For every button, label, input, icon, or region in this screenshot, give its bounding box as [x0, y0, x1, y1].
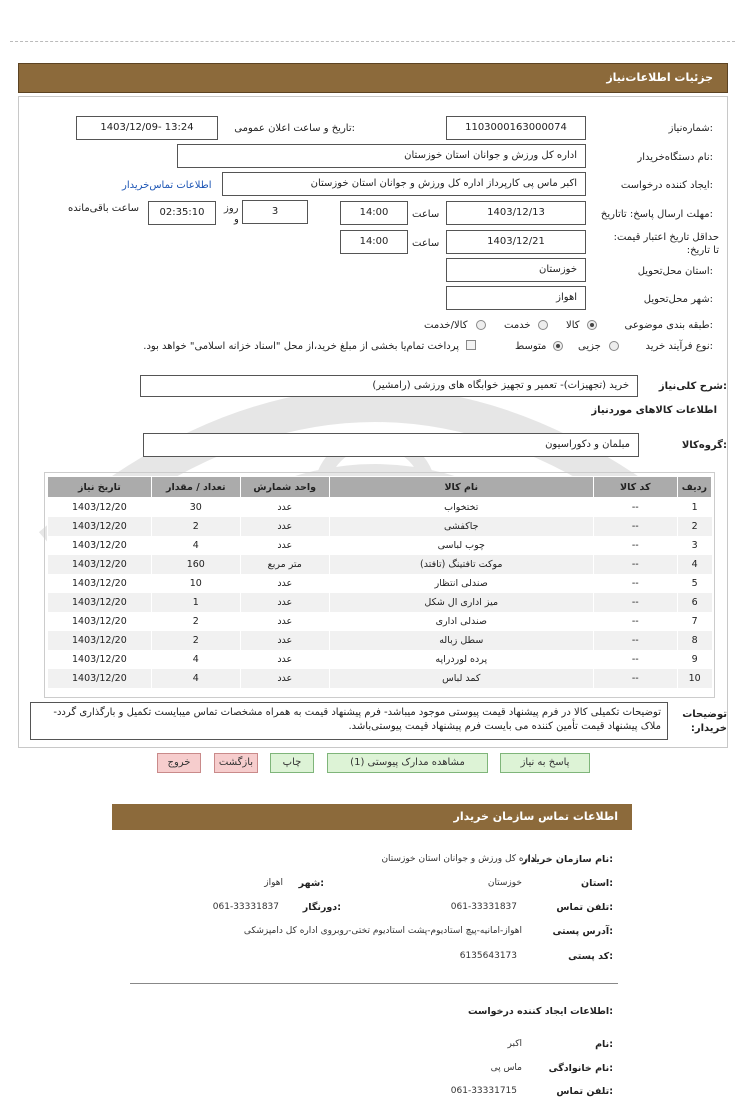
need-date-cell: 1403/12/20	[48, 517, 152, 536]
buyer-org-field: اداره کل ورزش و جوانان استان خوزستان	[177, 144, 586, 168]
item-code-cell: --	[593, 612, 677, 631]
row-number-cell: 8	[677, 631, 711, 650]
need-date-cell: 1403/12/20	[48, 650, 152, 669]
goods-group-label: گروه‌کالا:	[681, 440, 727, 451]
item-name-cell: میز اداری ال شکل	[329, 593, 593, 612]
remaining-days-field: 3	[242, 200, 308, 224]
col-name-header: نام کالا	[329, 477, 593, 498]
deadline-time-field: 14:00	[340, 201, 408, 225]
item-name-cell: سطل زباله	[329, 631, 593, 650]
row-number-cell: 5	[677, 574, 711, 593]
item-code-cell: --	[593, 517, 677, 536]
table-row	[48, 517, 712, 536]
page-title: جزئیات اطلاعات‌نیاز	[606, 71, 713, 84]
quantity-cell: 30	[151, 498, 240, 518]
need-number-field: 1103000163000074	[446, 116, 586, 140]
print-button[interactable]: چاپ	[270, 753, 314, 773]
unit-cell: عدد	[240, 650, 329, 669]
need-number-label: شماره‌نیاز:	[668, 123, 713, 134]
unit-cell: عدد	[240, 574, 329, 593]
unit-cell: عدد	[240, 669, 329, 688]
contact-address-value: اهواز-امانیه-پیچ استادیوم-پشت استادیوم تختی-روبروی اداره کل دامپزشکی	[243, 926, 522, 936]
process-minor-radio[interactable]	[609, 341, 619, 351]
city-label: شهر محل‌تحویل:	[643, 294, 713, 305]
contact-address-label: آدرس پستی:	[552, 926, 613, 937]
creator-name-label: نام:	[595, 1039, 613, 1050]
contact-province-label: استان:	[581, 878, 613, 889]
unit-cell: عدد	[240, 631, 329, 650]
item-code-cell: --	[593, 574, 677, 593]
reply-button[interactable]: پاسخ به نیاز	[500, 753, 590, 773]
category-goods-radio[interactable]	[587, 320, 597, 330]
contact-org-value: اداره کل ورزش و جوانان استان خوزستان	[381, 854, 537, 864]
need-date-cell: 1403/12/20	[48, 536, 152, 555]
category-both-radio[interactable]	[476, 320, 486, 330]
buyer-notes-field: توضیحات تکمیلی کالا در فرم پیشنهاد قیمت پیوستی موجود میباشد- فرم پیشنهاد قیمت به همراه مشخصات تماس میبایست تکمیل و بارگذاری گردد- ملاک پیشنهاد قیمت تأمین کننده می بایست فرم پیشنهاد قیمت پیوستی‌باشد.	[30, 702, 668, 740]
table-row	[48, 650, 712, 669]
table-row	[48, 631, 712, 650]
items-table	[47, 476, 712, 688]
row-number-cell: 7	[677, 612, 711, 631]
table-row	[48, 574, 712, 593]
need-date-cell: 1403/12/20	[48, 498, 152, 518]
quantity-cell: 10	[151, 574, 240, 593]
item-name-cell: پرده لوردراپه	[329, 650, 593, 669]
item-name-cell: چوب لباسی	[329, 536, 593, 555]
process-minor-label: جزیی	[578, 341, 601, 352]
item-name-cell: تختخواب	[329, 498, 593, 518]
process-medium-label: متوسط	[515, 341, 547, 352]
need-date-cell: 1403/12/20	[48, 669, 152, 688]
summary-label: شرح کلی‌نیاز:	[658, 381, 727, 392]
deadline-date-field: 1403/12/13	[446, 201, 586, 225]
category-both-label: کالا/خدمت	[424, 320, 468, 331]
quantity-cell: 160	[151, 555, 240, 574]
row-number-cell: 1	[677, 498, 711, 518]
goods-info-title: اطلاعات کالاهای موردنیاز	[591, 405, 717, 416]
creator-family-label: نام خانوادگی:	[548, 1063, 613, 1074]
item-code-cell: --	[593, 536, 677, 555]
category-goods-label: کالا	[566, 320, 580, 331]
and-label: و	[234, 214, 239, 225]
item-name-cell: موکت تافتینگ (تافتد)	[329, 555, 593, 574]
unit-cell: عدد	[240, 498, 329, 518]
table-row	[48, 593, 712, 612]
contact-city-value: اهواز	[264, 878, 283, 888]
contact-phone-value: 061-33331837	[450, 902, 517, 912]
item-code-cell: --	[593, 498, 677, 518]
page-header	[18, 63, 728, 93]
deadline-label: مهلت ارسال پاسخ: تاتاریخ:	[600, 209, 713, 220]
row-number-cell: 2	[677, 517, 711, 536]
province-label: استان محل‌تحویل:	[637, 266, 713, 277]
creator-phone-value: 061-33331715	[450, 1086, 517, 1096]
deadline-time-label: ساعت	[412, 209, 440, 220]
validity-label: حداقل تاریخ اعتبار قیمت: تا تاریخ:	[613, 232, 719, 256]
contact-title: اطلاعات تماس سازمان خریدار	[453, 810, 618, 823]
item-code-cell: --	[593, 631, 677, 650]
view-attachments-button[interactable]: مشاهده مدارک پیوستی (1)	[327, 753, 488, 773]
row-number-cell: 9	[677, 650, 711, 669]
row-number-cell: 6	[677, 593, 711, 612]
validity-time-label: ساعت	[412, 238, 440, 249]
quantity-cell: 2	[151, 631, 240, 650]
summary-field: خرید (تجهیزات)- تعمیر و تجهیز خوابگاه های ورزشی (رامشیر)	[140, 375, 638, 397]
creator-phone-label: تلفن تماس:	[556, 1086, 613, 1097]
contact-fax-value: 061-33331837	[212, 902, 279, 912]
unit-cell: عدد	[240, 593, 329, 612]
category-service-label: خدمت	[504, 320, 531, 331]
table-row	[48, 536, 712, 555]
need-date-cell: 1403/12/20	[48, 555, 152, 574]
quantity-cell: 4	[151, 536, 240, 555]
contact-postal-value: 6135643173	[459, 951, 517, 961]
top-divider	[10, 41, 735, 42]
table-header-row	[48, 477, 712, 498]
validity-time-field: 14:00	[340, 230, 408, 254]
announce-datetime-field: 1403/12/09- 13:24	[76, 116, 218, 140]
contact-fax-label: دورنگار:	[302, 902, 341, 913]
row-number-cell: 4	[677, 555, 711, 574]
process-label: نوع فرآیند خرید:	[645, 341, 713, 352]
contact-city-label: شهر:	[298, 878, 324, 889]
buyer-notes-label: توضیحات خریدار:	[682, 709, 727, 734]
contact-divider	[130, 983, 618, 984]
row-number-cell: 10	[677, 669, 711, 688]
table-row	[48, 612, 712, 631]
quantity-cell: 2	[151, 612, 240, 631]
process-medium-radio[interactable]	[553, 341, 563, 351]
days-label: روز	[224, 203, 239, 214]
col-date-header: تاریخ نیاز	[48, 477, 152, 498]
table-row	[48, 498, 712, 518]
exit-button[interactable]: خروج	[157, 753, 201, 773]
item-code-cell: --	[593, 555, 677, 574]
need-date-cell: 1403/12/20	[48, 631, 152, 650]
item-name-cell: صندلی انتظار	[329, 574, 593, 593]
unit-cell: عدد	[240, 536, 329, 555]
category-label: طبقه بندی موضوعی:	[624, 320, 713, 331]
remaining-time-field: 02:35:10	[148, 201, 216, 225]
col-row-header: ردیف	[677, 477, 711, 498]
creator-field: اکبر ماس پی کارپرداز اداره کل ورزش و جوانان استان خوزستان	[222, 172, 586, 196]
row-number-cell: 3	[677, 536, 711, 555]
col-unit-header: واحد شمارش	[240, 477, 329, 498]
col-code-header: کد کالا	[593, 477, 677, 498]
contact-phone-label: تلفن تماس:	[556, 902, 613, 913]
remaining-label: ساعت باقی‌مانده	[68, 203, 140, 214]
creator-name-value: اکبر	[507, 1039, 522, 1049]
creator-label: ایجاد کننده درخواست:	[620, 180, 713, 191]
need-date-cell: 1403/12/20	[48, 574, 152, 593]
item-code-cell: --	[593, 669, 677, 688]
need-date-cell: 1403/12/20	[48, 593, 152, 612]
table-row	[48, 555, 712, 574]
goods-group-field: مبلمان و دکوراسیون	[143, 433, 639, 457]
unit-cell: عدد	[240, 612, 329, 631]
announce-datetime-label: تاریخ و ساعت اعلان عمومی:	[234, 123, 355, 134]
need-date-cell: 1403/12/20	[48, 612, 152, 631]
contact-org-label: نام سازمان خریدار:	[522, 854, 613, 865]
contact-province-value: خوزستان	[487, 878, 522, 888]
unit-cell: متر مربع	[240, 555, 329, 574]
item-name-cell: کمد لباس	[329, 669, 593, 688]
province-field: خوزستان	[446, 258, 586, 282]
buyer-org-label: نام دستگاه‌خریدار:	[637, 152, 713, 163]
contact-header	[112, 804, 632, 830]
quantity-cell: 1	[151, 593, 240, 612]
item-name-cell: جاکفشی	[329, 517, 593, 536]
creator-family-value: ماس پی	[490, 1063, 522, 1073]
quantity-cell: 4	[151, 650, 240, 669]
back-button[interactable]: بازگشت	[214, 753, 258, 773]
col-qty-header: تعداد / مقدار	[151, 477, 240, 498]
item-name-cell: صندلی اداری	[329, 612, 593, 631]
item-code-cell: --	[593, 593, 677, 612]
table-row	[48, 669, 712, 688]
creator-info-title: اطلاعات ایجاد کننده درخواست:	[467, 1006, 613, 1017]
city-field: اهواز	[446, 286, 586, 310]
unit-cell: عدد	[240, 517, 329, 536]
quantity-cell: 2	[151, 517, 240, 536]
items-table-wrapper	[44, 472, 715, 698]
contact-postal-label: کد پستی:	[568, 951, 613, 962]
quantity-cell: 4	[151, 669, 240, 688]
validity-date-field: 1403/12/21	[446, 230, 586, 254]
category-service-radio[interactable]	[538, 320, 548, 330]
buyer-contact-link[interactable]: اطلاعات تماس‌خریدار	[122, 180, 212, 191]
treasury-payment-checkbox[interactable]	[466, 340, 476, 350]
treasury-payment-note: پرداخت تمام‌یا بخشی از مبلغ خرید،از محل "اسناد خزانه اسلامی" خواهد بود.	[143, 341, 459, 352]
item-code-cell: --	[593, 650, 677, 669]
